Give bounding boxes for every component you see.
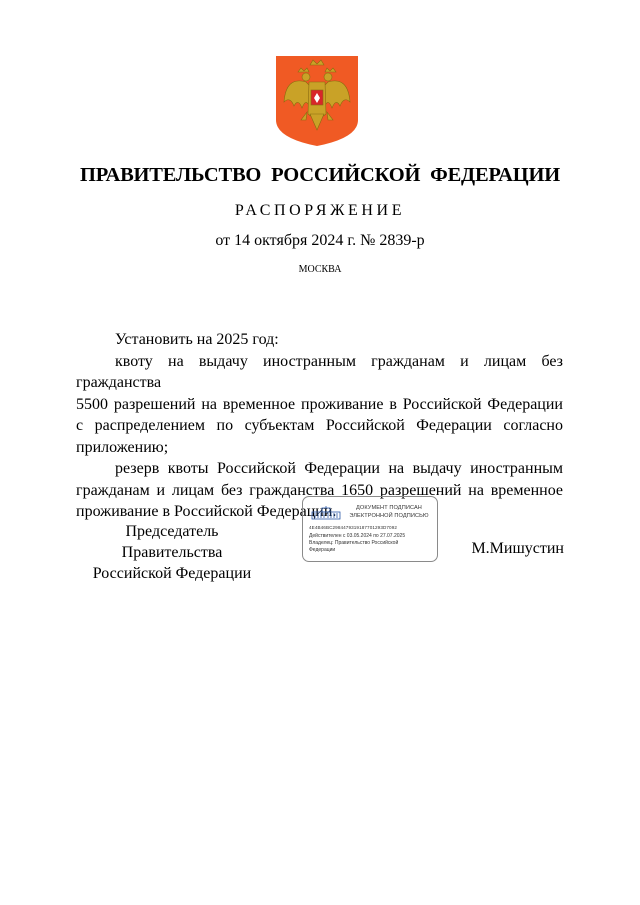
- government-title: ПРАВИТЕЛЬСТВО РОССИЙСКОЙ ФЕДЕРАЦИИ: [80, 164, 560, 186]
- certificate-validity: Действителен с 03.05.2024 по 27.07.2025: [309, 533, 406, 539]
- signer-position: Председатель Правительства Российской Федерации: [92, 523, 252, 582]
- coat-of-arms-icon: [276, 56, 358, 146]
- paragraph-intro: Установить на 2025 год:: [115, 331, 279, 348]
- document-type: РАСПОРЯЖЕНИЕ: [234, 202, 406, 219]
- document-city: МОСКВА: [298, 264, 342, 275]
- government-building-icon: [311, 506, 341, 520]
- paragraph-quota: квоту на выдачу иностранным гражданам и лицам без гражданства 5500 разрешений на временное проживание в Российской Федерации с распределением по субъектам Российской Федерации согласно приложению;: [76, 352, 563, 456]
- signer-name: М.Мишустин: [471, 540, 564, 557]
- stamp-heading: ДОКУМЕНТ ПОДПИСАН ЭЛЕКТРОННОЙ ПОДПИСЬЮ: [349, 505, 429, 519]
- decree-body: [76, 329, 563, 523]
- certificate-owner-cont: Федерации: [309, 547, 336, 553]
- certificate-serial: 4E4B46BC2984479319187701293D7092: [309, 525, 398, 530]
- certificate-owner: Владелец: Правительство Российской: [309, 540, 399, 546]
- document-date-number: от 14 октября 2024 г. № 2839-р: [215, 232, 425, 249]
- paragraph-reserve: резерв квоты Российской Федерации на выдачу иностранным гражданам и лицам без гражданства 1650 разрешений на временное проживание в Российской Федерации.: [76, 460, 563, 520]
- electronic-signature-stamp: [302, 496, 438, 562]
